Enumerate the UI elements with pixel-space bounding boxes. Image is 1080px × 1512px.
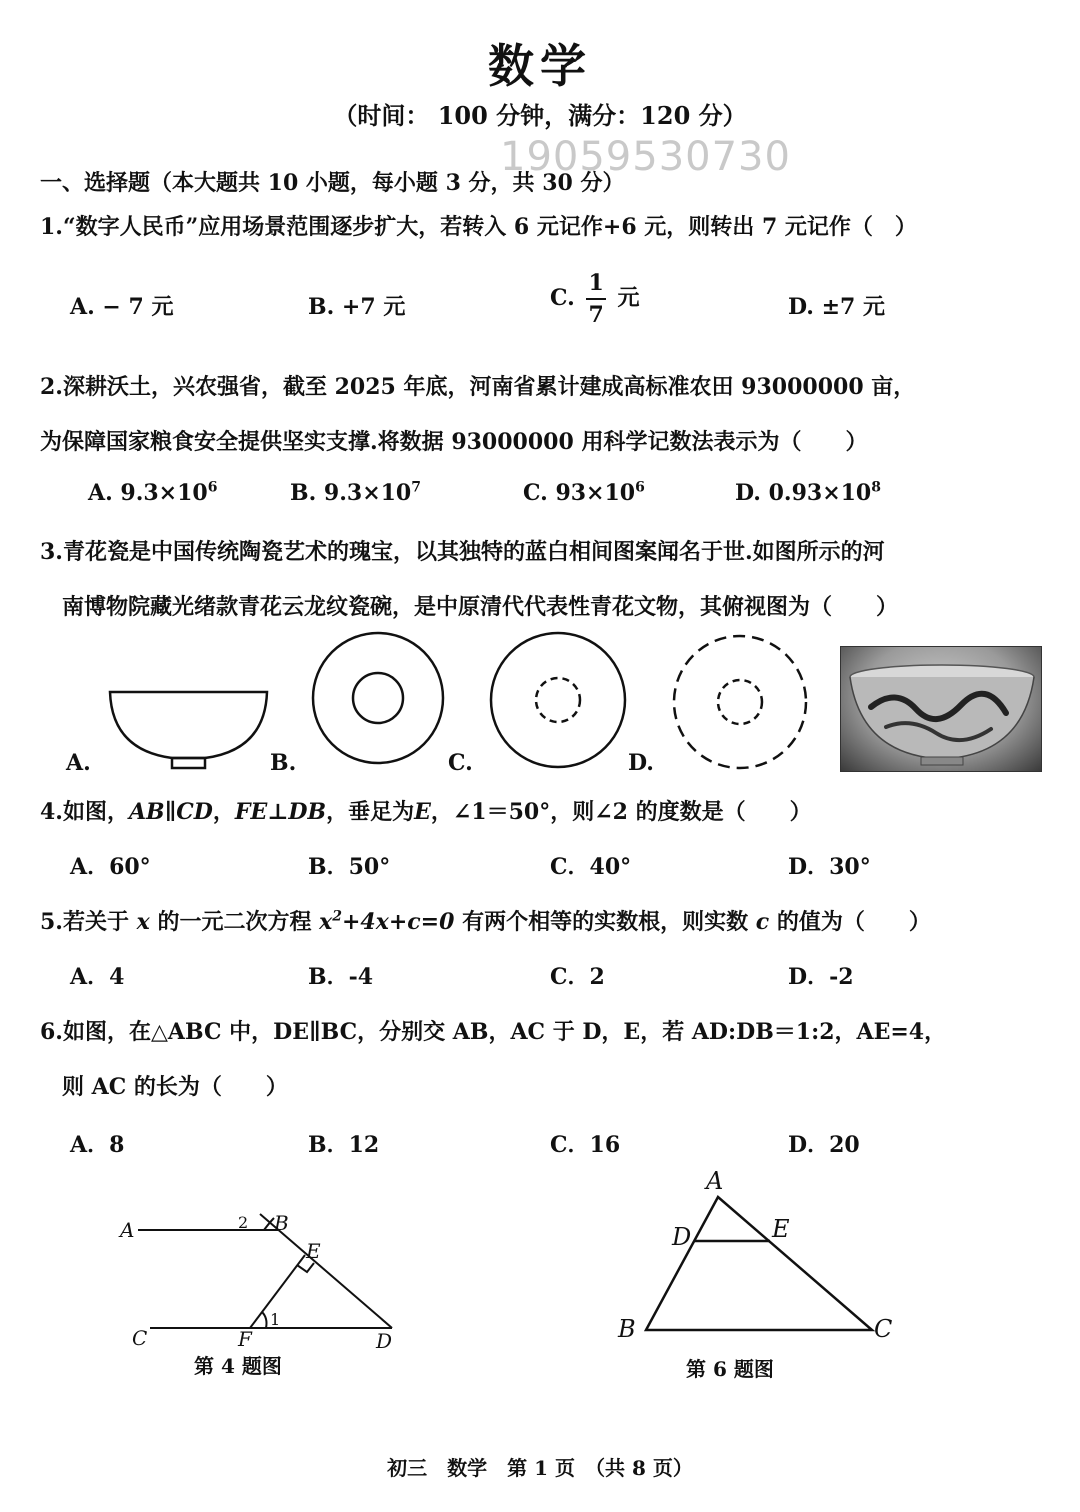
variable-x: x [136,909,150,935]
question-1-option-c [550,268,639,330]
point-f-label: F [238,1327,252,1350]
question-3-option-c: C. [448,750,473,776]
stem-text: ，垂足为 [326,799,415,825]
option-base: B. 9.3×10 [290,480,412,506]
question-6-option-c: C．16 [550,1132,621,1158]
question-4-option-b: B．50° [308,854,391,880]
outer-circle-dashed [674,636,806,768]
question-5-option-c: C．2 [550,964,605,990]
question-3-option-b: B. [270,750,297,776]
question-6-line-2: 则 AC 的长为（ ） [62,1074,288,1100]
question-1-option-a: A. − 7 元 [70,294,174,320]
option-exponent: 6 [635,479,645,496]
question-6-option-a: A．8 [70,1132,125,1158]
question-3-line-1: 3.青花瓷是中国传统陶瓷艺术的瑰宝，以其独特的蓝白相间图案闻名于世.如图所示的河 [40,539,885,565]
option-exponent: 8 [871,479,881,496]
stem-text: ， [212,799,235,825]
question-6-option-d: D．20 [788,1132,860,1158]
point-c-label: C [874,1315,893,1343]
stem-text: ，∠1＝50°，则∠2 的度数是（ ） [430,799,812,825]
option-base: A. 9.3×10 [88,480,208,506]
inner-circle-dashed [536,678,580,722]
question-3-line-2: 南博物院藏光绪款青花云龙纹瓷碗，是中原清代代表性青花文物，其俯视图为（ ） [62,594,899,620]
stem-text: 的一元二次方程 [157,909,312,935]
question-2-line-1: 2.深耕沃土，兴农强省，截至 2025 年底，河南省累计建成高标准农田 93000000 亩， [40,374,916,400]
equation-rest: +4x+c=0 [342,909,455,935]
foot-point: E [414,799,431,825]
question-5-option-a: A．4 [70,964,125,990]
question-2-option-c [523,480,645,506]
question-3-option-a: A. [66,750,91,776]
point-b-label: B [618,1315,636,1343]
option-base: C. 93×10 [523,480,636,506]
question-6-figure [610,1165,900,1345]
question-1-option-d: D. ±7 元 [788,294,886,320]
question-4-option-a: A．60° [70,854,151,880]
question-3-option-d: D. [628,750,654,776]
outer-circle-solid [313,633,443,763]
triangle-abc [646,1197,872,1330]
fraction [586,268,605,330]
point-d-label: D [376,1329,393,1350]
inner-circle-dashed [718,680,762,724]
question-5-option-d: D．-2 [788,964,854,990]
question-2-option-b [290,480,421,506]
option-c-unit: 元 [617,285,640,311]
question-6-line-1: 6.如图，在△ABC 中，DE∥BC，分别交 AB，AC 于 D，E，若 AD:DB＝1:2，AE=4， [40,1019,947,1045]
parallel-relation: AB∥CD [128,799,213,825]
equation-exponent: 2 [332,908,342,925]
question-2-option-a [88,480,217,506]
stem-text: 4.如图， [40,799,129,825]
question-1-stem: 1.“数字人民币”应用场景范围逐步扩大，若转入 6 元记作+6 元，则转出 7 元记作（ ） [40,214,917,240]
fraction-denominator: 7 [588,302,604,328]
stem-text: 5.若关于 [40,909,129,935]
point-a-label: A [120,1218,135,1242]
point-d-label: D [672,1223,692,1251]
section-heading: 一、选择题（本大题共 10 小题，每小题 3 分，共 30 分） [40,170,625,196]
point-e-label: E [306,1239,321,1263]
inner-circle-solid [353,673,403,723]
question-4-option-c: C．40° [550,854,632,880]
watermark: 19059530730 [500,134,791,180]
option-c-label: C. [550,285,575,311]
question-1-option-b: B. +7 元 [308,294,406,320]
question-4-option-d: D．30° [788,854,871,880]
exam-info: （时间： 100 分钟，满分：120 分） [333,101,747,130]
page-footer: 初三 数学 第 1 页 （共 8 页） [387,1456,693,1480]
option-exponent: 6 [207,479,218,496]
angle-1-arc [262,1312,267,1328]
bowl-side-view [110,692,267,758]
point-a-label: A [706,1167,724,1195]
perpendicular-relation: FE⊥DB [234,799,327,825]
equation [319,909,454,935]
porcelain-bowl-photo [840,646,1042,772]
option-base: D. 0.93×10 [735,480,872,506]
question-2-option-d [735,480,881,506]
outer-circle-solid [491,633,625,767]
angle-1-label: 1 [270,1310,281,1329]
fraction-numerator: 1 [586,268,605,300]
question-4-figure-caption: 第 4 题图 [194,1354,282,1378]
page-title: 数学 [488,39,592,93]
question-2-line-2: 为保障国家粮食安全提供坚实支撑.将数据 93000000 用科学记数法表示为（ ） [40,429,868,455]
point-b-label: B [274,1211,289,1235]
angle-2-label: 2 [238,1213,249,1232]
right-angle-mark [297,1263,314,1272]
question-5-stem [40,905,931,936]
bowl-photo-drawing [841,647,1042,772]
option-exponent: 7 [411,479,421,496]
question-4-figure [110,1200,410,1350]
question-6-option-b: B．12 [308,1132,380,1158]
point-e-label: E [772,1215,790,1243]
point-c-label: C [132,1326,148,1350]
question-4-stem [40,795,812,826]
stem-text: 有两个相等的实数根，则实数 [462,909,749,935]
variable-c: c [755,909,770,935]
question-6-figure-caption: 第 6 题图 [686,1357,774,1381]
equation-x: x [319,909,333,935]
bowl-foot [172,758,205,768]
stem-text: 的值为（ ） [776,909,931,935]
question-5-option-b: B．-4 [308,964,374,990]
